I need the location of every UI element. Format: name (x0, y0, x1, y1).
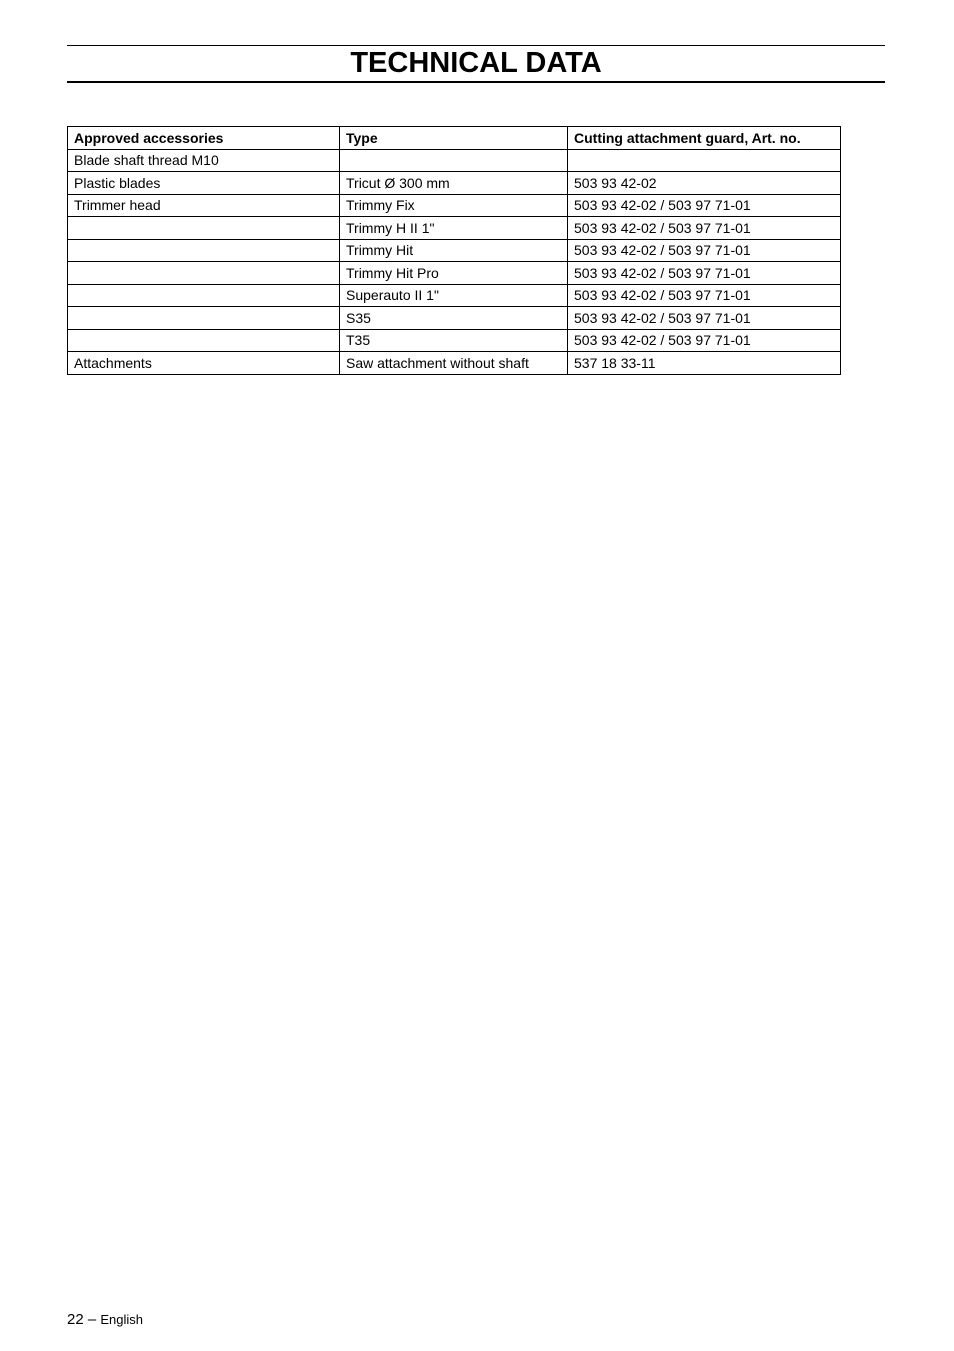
cell-art-no: 503 93 42-02 / 503 97 71-01 (568, 262, 841, 285)
page-title: TECHNICAL DATA (350, 47, 602, 79)
cell-accessory: Plastic blades (68, 172, 340, 195)
cell-type: Trimmy H II 1" (340, 217, 568, 240)
footer-language: English (100, 1312, 144, 1327)
table-row (68, 307, 841, 330)
cell-type: T35 (340, 329, 568, 352)
table-row (68, 262, 841, 285)
cell-type: Saw attachment without shaft (340, 352, 568, 375)
table-row (68, 239, 841, 262)
table-row (68, 352, 841, 375)
cell-type: S35 (340, 307, 568, 330)
cell-type: Superauto II 1" (340, 284, 568, 307)
cell-accessory: Trimmer head (68, 194, 340, 217)
page-number: 22 (67, 1311, 84, 1328)
cell-type: Tricut Ø 300 mm (340, 172, 568, 195)
column-header-art-no: Cutting attachment guard, Art. no. (568, 127, 841, 150)
cell-type: Trimmy Hit (340, 239, 568, 262)
cell-accessory (68, 284, 340, 307)
column-header-type: Type (340, 127, 568, 150)
cell-art-no: 503 93 42-02 (568, 172, 841, 195)
table-row (68, 194, 841, 217)
cell-accessory: Blade shaft thread M10 (68, 149, 340, 172)
cell-art-no: 503 93 42-02 / 503 97 71-01 (568, 284, 841, 307)
table-row (68, 149, 841, 172)
column-header-approved-accessories: Approved accessories (68, 127, 340, 150)
cell-accessory (68, 217, 340, 240)
footer-separator: – (87, 1311, 97, 1328)
cell-type: Trimmy Fix (340, 194, 568, 217)
cell-accessory (68, 239, 340, 262)
cell-art-no: 503 93 42-02 / 503 97 71-01 (568, 307, 841, 330)
table-row (68, 329, 841, 352)
cell-accessory (68, 329, 340, 352)
table-row (68, 217, 841, 240)
page-footer (67, 1311, 143, 1328)
cell-art-no (568, 149, 841, 172)
cell-type: Trimmy Hit Pro (340, 262, 568, 285)
cell-art-no: 503 93 42-02 / 503 97 71-01 (568, 239, 841, 262)
accessories-table (67, 126, 841, 375)
cell-art-no: 537 18 33-11 (568, 352, 841, 375)
cell-accessory: Attachments (68, 352, 340, 375)
cell-accessory (68, 262, 340, 285)
table-row (68, 284, 841, 307)
header-rule-bottom (67, 81, 885, 83)
cell-art-no: 503 93 42-02 / 503 97 71-01 (568, 217, 841, 240)
cell-type (340, 149, 568, 172)
cell-art-no: 503 93 42-02 / 503 97 71-01 (568, 194, 841, 217)
cell-accessory (68, 307, 340, 330)
table-header-row (68, 127, 841, 150)
cell-art-no: 503 93 42-02 / 503 97 71-01 (568, 329, 841, 352)
table-row (68, 172, 841, 195)
